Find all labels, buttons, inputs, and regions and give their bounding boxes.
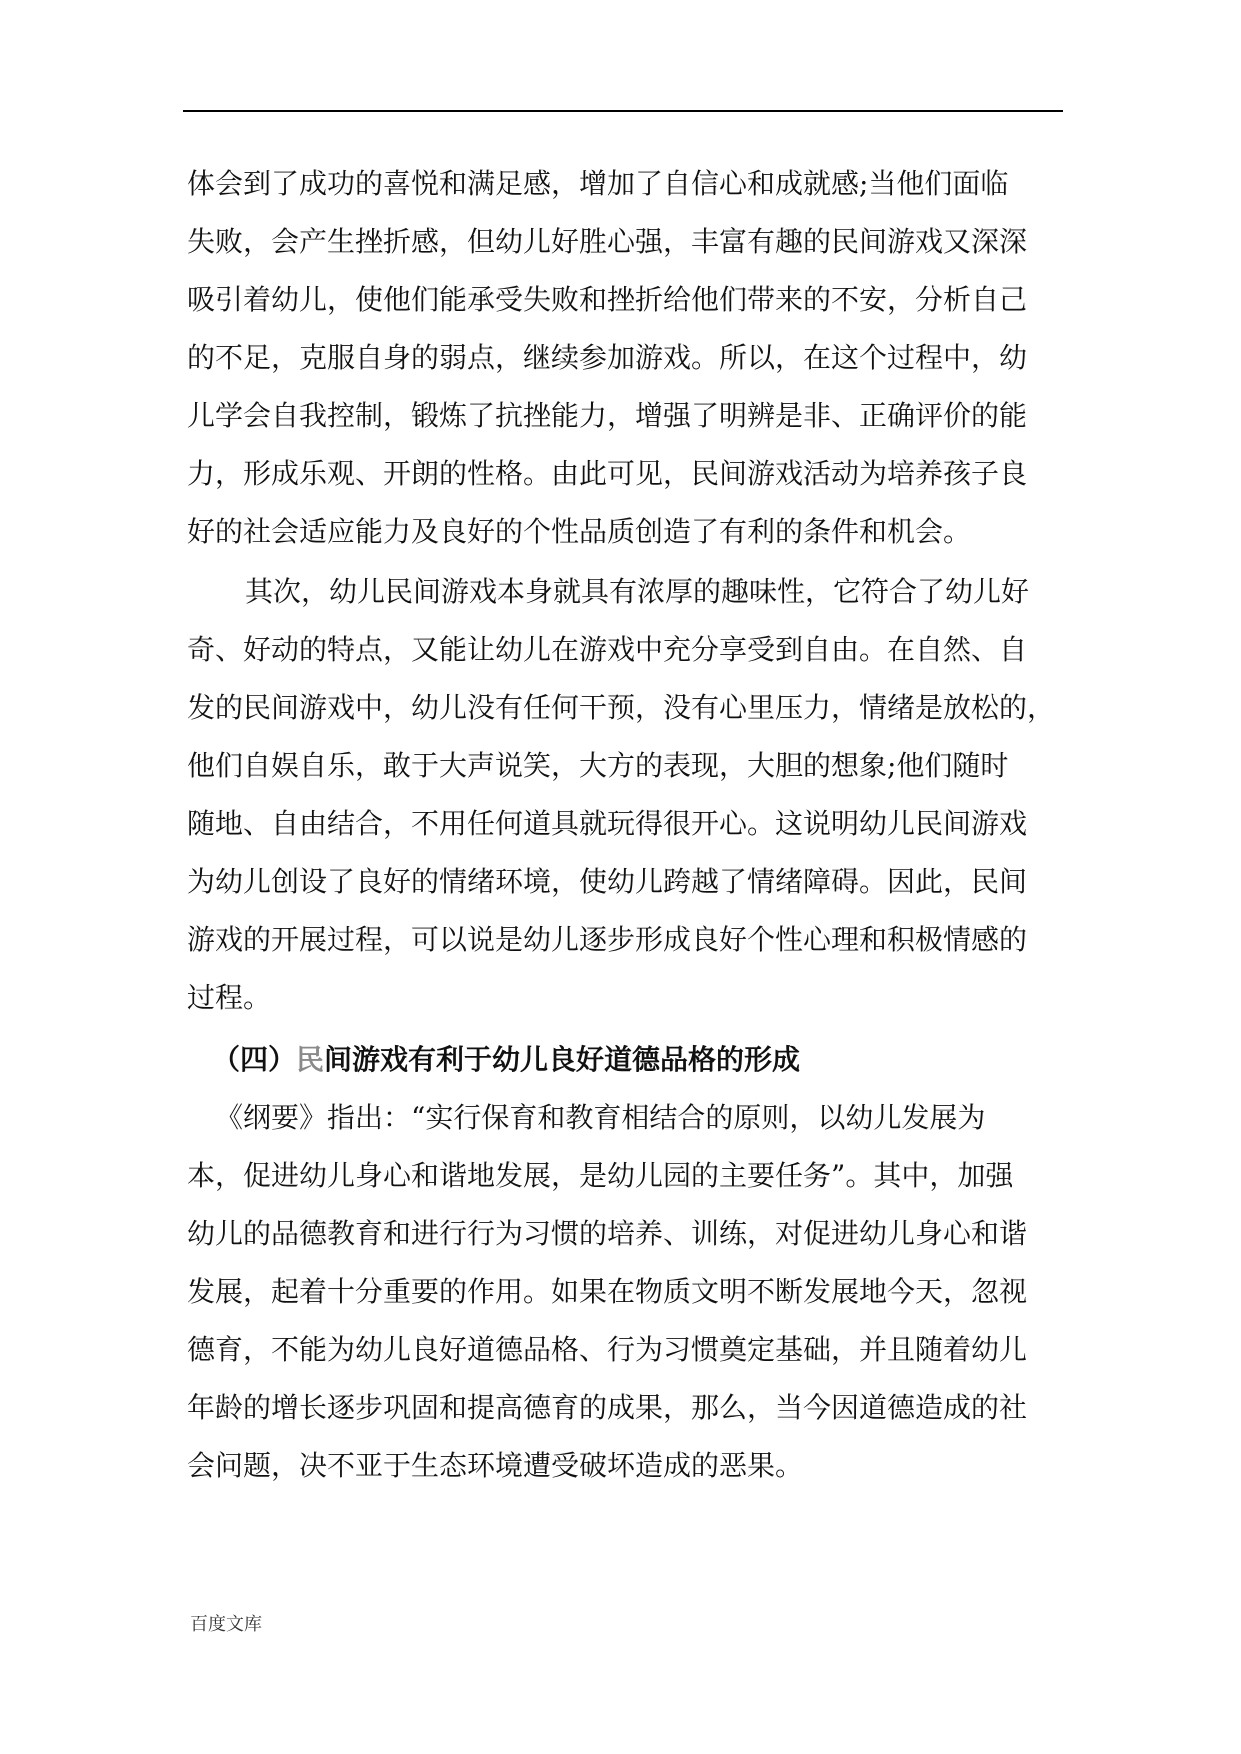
- paragraph-3-line-5: 德育，不能为幼儿良好道德品格、行为习惯奠定基础，并且随着幼儿: [187, 1333, 1028, 1366]
- section-heading: [212, 1040, 1092, 1080]
- paragraph-1-line-2: 失败，会产生挫折感，但幼儿好胜心强，丰富有趣的民间游戏又深深: [187, 225, 1028, 258]
- footer-source-label: 百度文库: [190, 1614, 262, 1635]
- paragraph-1-line-4: 的不足，克服自身的弱点，继续参加游戏。所以，在这个过程中，幼: [187, 341, 1028, 374]
- paragraph-1-line-5: 儿学会自我控制，锻炼了抗挫能力，增强了明辨是非、正确评价的能: [187, 399, 1028, 432]
- header-rule: [183, 110, 1063, 112]
- paragraph-3-line-1: 《纲要》指出：“实行保育和教育相结合的原则，以幼儿发展为: [215, 1101, 986, 1134]
- paragraph-1-line-6: 力，形成乐观、开朗的性格。由此可见，民间游戏活动为培养孩子良: [187, 457, 1028, 490]
- paragraph-1-line-1: 体会到了成功的喜悦和满足感，增加了自信心和成就感;当他们面临: [187, 167, 1009, 200]
- paragraph-2-line-3: 发的民间游戏中，幼儿没有任何干预，没有心里压力，情绪是放松的，: [187, 691, 1056, 724]
- heading-muted-char: 民: [296, 1043, 325, 1076]
- paragraph-2-line-4: 他们自娱自乐，敢于大声说笑，大方的表现，大胆的想象;他们随时: [187, 749, 1009, 782]
- paragraph-3-line-7: 会问题，决不亚于生态环境遭受破坏造成的恶果。: [187, 1449, 804, 1482]
- paragraph-3-line-2: 本，促进幼儿身心和谐地发展，是幼儿园的主要任务”。其中，加强: [187, 1159, 1014, 1192]
- paragraph-2-line-2: 奇、好动的特点，又能让幼儿在游戏中充分享受到自由。在自然、自: [187, 633, 1028, 666]
- heading-prefix: （四）: [212, 1043, 297, 1076]
- paragraph-1-line-3: 吸引着幼儿，使他们能承受失败和挫折给他们带来的不安，分析自己: [187, 283, 1028, 316]
- paragraph-3-line-6: 年龄的增长逐步巩固和提高德育的成果，那么，当今因道德造成的社: [187, 1391, 1028, 1424]
- paragraph-2-line-7: 游戏的开展过程，可以说是幼儿逐步形成良好个性心理和积极情感的: [187, 923, 1028, 956]
- paragraph-3-line-3: 幼儿的品德教育和进行行为习惯的培养、训练，对促进幼儿身心和谐: [187, 1217, 1028, 1250]
- heading-text: 间游戏有利于幼儿良好道德品格的形成: [324, 1043, 801, 1076]
- paragraph-2-line-6: 为幼儿创设了良好的情绪环境，使幼儿跨越了情绪障碍。因此，民间: [187, 865, 1028, 898]
- paragraph-2-line-8: 过程。: [187, 981, 272, 1014]
- paragraph-2-line-1: 其次，幼儿民间游戏本身就具有浓厚的趣味性，它符合了幼儿好: [245, 575, 1030, 608]
- paragraph-3-line-4: 发展，起着十分重要的作用。如果在物质文明不断发展地今天，忽视: [187, 1275, 1028, 1308]
- paragraph-1-line-7: 好的社会适应能力及良好的个性品质创造了有利的条件和机会。: [187, 515, 972, 548]
- paragraph-2-line-5: 随地、自由结合，不用任何道具就玩得很开心。这说明幼儿民间游戏: [187, 807, 1028, 840]
